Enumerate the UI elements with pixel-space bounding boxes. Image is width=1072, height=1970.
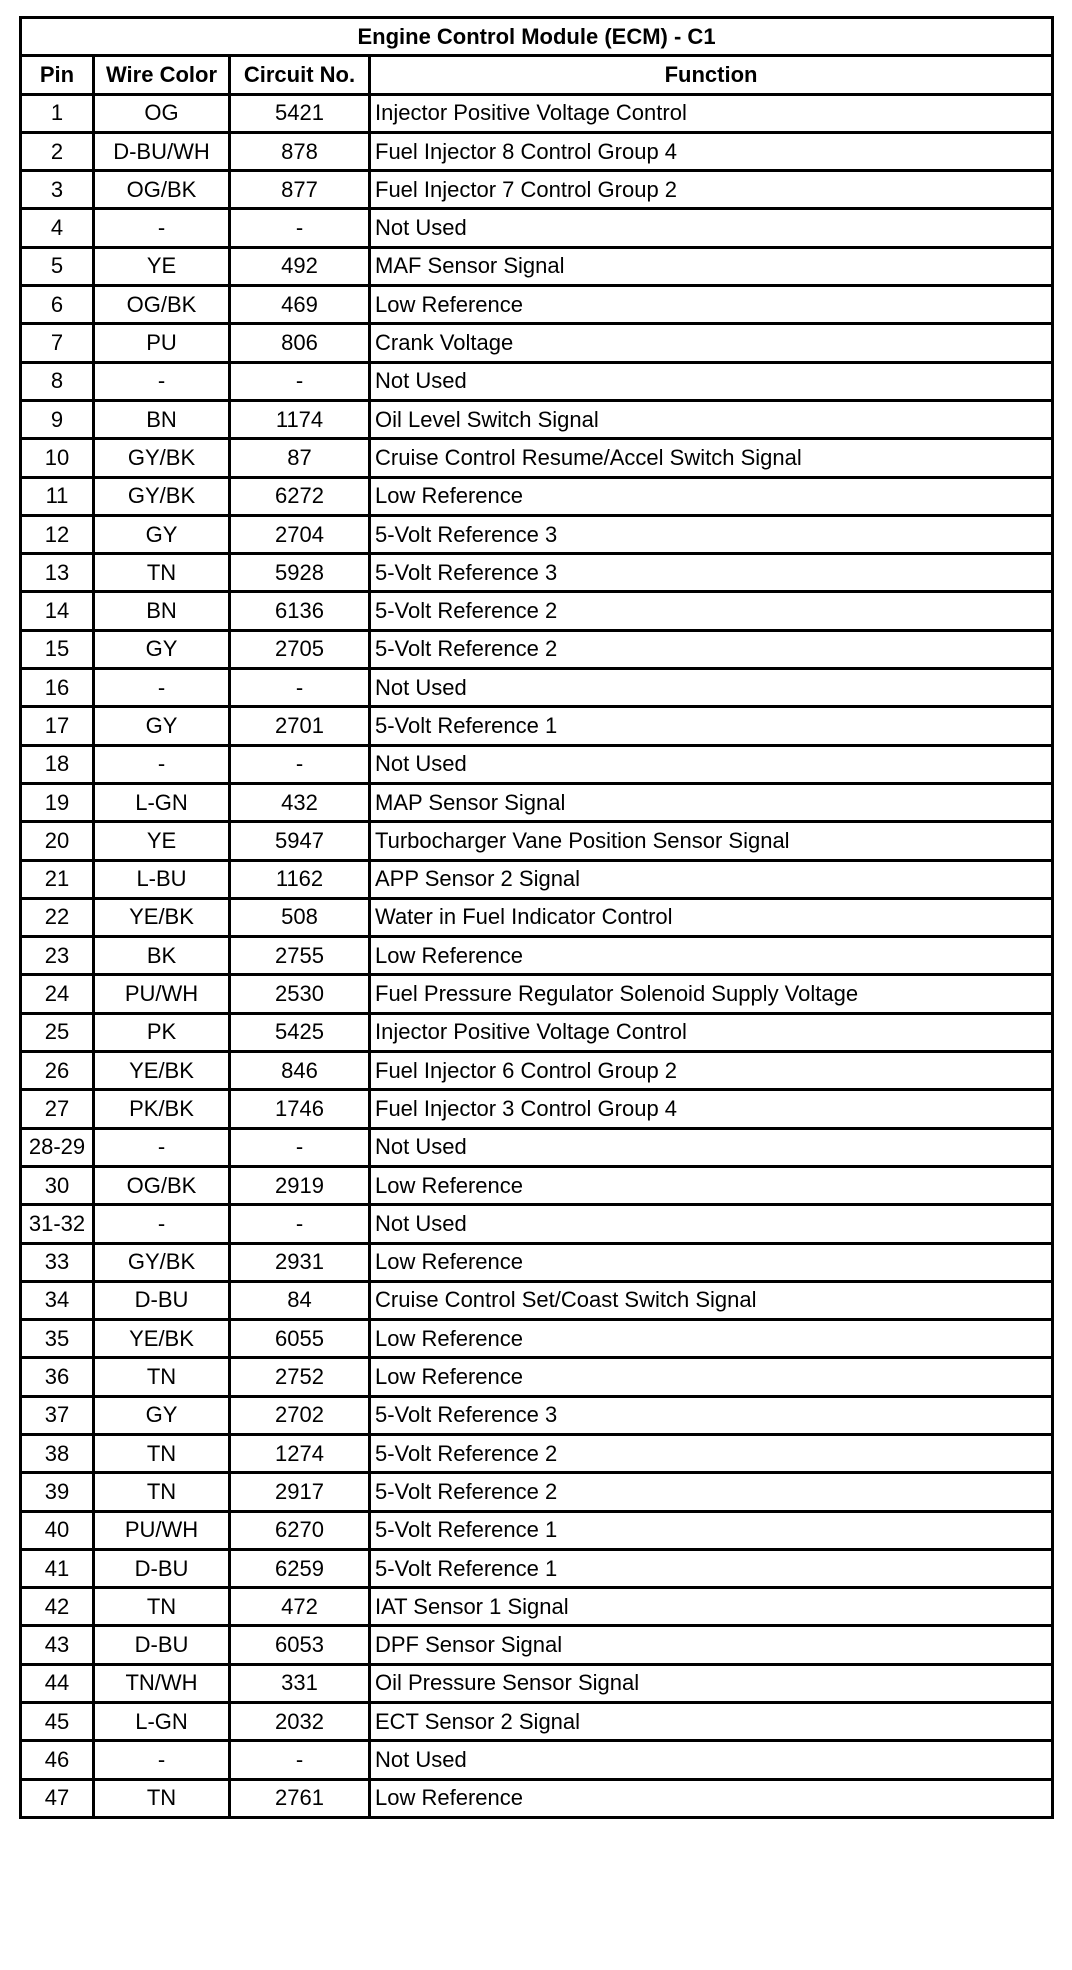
table-row (21, 1243, 1053, 1281)
title-row (21, 18, 1053, 56)
pin-cell: 36 (21, 1358, 94, 1396)
wire-color-cell: GY (94, 707, 230, 745)
table-row (21, 1052, 1053, 1090)
circuit-no-cell: 2755 (230, 937, 370, 975)
function-cell: 5-Volt Reference 1 (370, 707, 1053, 745)
table-row (21, 171, 1053, 209)
wire-color-cell: PU/WH (94, 1511, 230, 1549)
circuit-no-cell: 5947 (230, 822, 370, 860)
circuit-no-cell: 469 (230, 286, 370, 324)
circuit-no-cell: 2702 (230, 1396, 370, 1434)
wire-color-cell: GY (94, 630, 230, 668)
circuit-no-cell: - (230, 1741, 370, 1779)
function-cell: Not Used (370, 1128, 1053, 1166)
function-cell: Not Used (370, 1741, 1053, 1779)
pin-cell: 31-32 (21, 1205, 94, 1243)
table-row (21, 1396, 1053, 1434)
wire-color-cell: - (94, 1205, 230, 1243)
pin-cell: 45 (21, 1703, 94, 1741)
circuit-no-cell: 2761 (230, 1779, 370, 1817)
pin-cell: 11 (21, 477, 94, 515)
function-cell: Water in Fuel Indicator Control (370, 898, 1053, 936)
pin-cell: 14 (21, 592, 94, 630)
function-cell: Low Reference (370, 1779, 1053, 1817)
wire-color-cell: - (94, 209, 230, 247)
pin-cell: 28-29 (21, 1128, 94, 1166)
circuit-no-cell: 2752 (230, 1358, 370, 1396)
table-row (21, 860, 1053, 898)
circuit-no-cell: 5421 (230, 94, 370, 132)
function-cell: 5-Volt Reference 1 (370, 1549, 1053, 1587)
pin-cell: 46 (21, 1741, 94, 1779)
table-row (21, 1090, 1053, 1128)
table-row (21, 400, 1053, 438)
circuit-no-cell: 5928 (230, 554, 370, 592)
header-pin: Pin (21, 56, 94, 94)
pin-cell: 22 (21, 898, 94, 936)
circuit-no-cell: 2704 (230, 515, 370, 553)
table-row (21, 1473, 1053, 1511)
circuit-no-cell: 331 (230, 1664, 370, 1702)
wire-color-cell: YE (94, 822, 230, 860)
table-row (21, 515, 1053, 553)
function-cell: Not Used (370, 1205, 1053, 1243)
wire-color-cell: PU (94, 324, 230, 362)
table-row (21, 1511, 1053, 1549)
circuit-no-cell: 2705 (230, 630, 370, 668)
pin-cell: 20 (21, 822, 94, 860)
table-row (21, 1013, 1053, 1051)
table-row (21, 1128, 1053, 1166)
header-row (21, 56, 1053, 94)
circuit-no-cell: 6136 (230, 592, 370, 630)
header-function: Function (370, 56, 1053, 94)
circuit-no-cell: 6272 (230, 477, 370, 515)
wire-color-cell: TN (94, 1779, 230, 1817)
wire-color-cell: PK/BK (94, 1090, 230, 1128)
function-cell: Low Reference (370, 1243, 1053, 1281)
wire-color-cell: - (94, 1741, 230, 1779)
circuit-no-cell: 1746 (230, 1090, 370, 1128)
circuit-no-cell: 87 (230, 439, 370, 477)
circuit-no-cell: - (230, 1128, 370, 1166)
function-cell: 5-Volt Reference 3 (370, 515, 1053, 553)
header-wire-color: Wire Color (94, 56, 230, 94)
circuit-no-cell: - (230, 669, 370, 707)
circuit-no-cell: 2931 (230, 1243, 370, 1281)
table-row (21, 477, 1053, 515)
table-row (21, 1626, 1053, 1664)
function-cell: IAT Sensor 1 Signal (370, 1588, 1053, 1626)
wire-color-cell: - (94, 1128, 230, 1166)
circuit-no-cell: 878 (230, 132, 370, 170)
function-cell: 5-Volt Reference 2 (370, 592, 1053, 630)
circuit-no-cell: 6259 (230, 1549, 370, 1587)
pin-cell: 16 (21, 669, 94, 707)
wire-color-cell: TN (94, 1473, 230, 1511)
pin-cell: 37 (21, 1396, 94, 1434)
function-cell: Oil Pressure Sensor Signal (370, 1664, 1053, 1702)
function-cell: Not Used (370, 362, 1053, 400)
function-cell: Low Reference (370, 937, 1053, 975)
table-row (21, 286, 1053, 324)
table-row (21, 1205, 1053, 1243)
pin-cell: 43 (21, 1626, 94, 1664)
connector-pinout-table (19, 16, 1054, 1819)
pin-cell: 18 (21, 745, 94, 783)
table-row (21, 1703, 1053, 1741)
wire-color-cell: L-GN (94, 1703, 230, 1741)
wire-color-cell: OG/BK (94, 171, 230, 209)
circuit-no-cell: 492 (230, 247, 370, 285)
table-row (21, 630, 1053, 668)
circuit-no-cell: 5425 (230, 1013, 370, 1051)
pin-cell: 15 (21, 630, 94, 668)
wire-color-cell: PU/WH (94, 975, 230, 1013)
pin-cell: 13 (21, 554, 94, 592)
pin-cell: 6 (21, 286, 94, 324)
pin-cell: 2 (21, 132, 94, 170)
pin-cell: 4 (21, 209, 94, 247)
circuit-no-cell: 84 (230, 1281, 370, 1319)
function-cell: 5-Volt Reference 3 (370, 1396, 1053, 1434)
function-cell: 5-Volt Reference 2 (370, 1473, 1053, 1511)
circuit-no-cell: 472 (230, 1588, 370, 1626)
wire-color-cell: D-BU (94, 1549, 230, 1587)
function-cell: 5-Volt Reference 2 (370, 630, 1053, 668)
function-cell: Turbocharger Vane Position Sensor Signal (370, 822, 1053, 860)
pin-cell: 24 (21, 975, 94, 1013)
function-cell: Low Reference (370, 1320, 1053, 1358)
table-row (21, 1664, 1053, 1702)
table-row (21, 209, 1053, 247)
table-row (21, 669, 1053, 707)
wire-color-cell: YE/BK (94, 1320, 230, 1358)
function-cell: Low Reference (370, 1166, 1053, 1204)
pin-cell: 35 (21, 1320, 94, 1358)
pin-cell: 30 (21, 1166, 94, 1204)
table-row (21, 324, 1053, 362)
function-cell: Fuel Injector 8 Control Group 4 (370, 132, 1053, 170)
table-row (21, 132, 1053, 170)
function-cell: 5-Volt Reference 3 (370, 554, 1053, 592)
circuit-no-cell: 2917 (230, 1473, 370, 1511)
pin-cell: 1 (21, 94, 94, 132)
circuit-no-cell: 6053 (230, 1626, 370, 1664)
circuit-no-cell: 2032 (230, 1703, 370, 1741)
pin-cell: 41 (21, 1549, 94, 1587)
wire-color-cell: TN (94, 1358, 230, 1396)
pin-cell: 38 (21, 1434, 94, 1472)
table-row (21, 1549, 1053, 1587)
function-cell: Not Used (370, 669, 1053, 707)
table-row (21, 1588, 1053, 1626)
table-row (21, 362, 1053, 400)
table-row (21, 745, 1053, 783)
header-circuit-no: Circuit No. (230, 56, 370, 94)
table-row (21, 554, 1053, 592)
function-cell: Oil Level Switch Signal (370, 400, 1053, 438)
table-row (21, 1281, 1053, 1319)
pin-cell: 17 (21, 707, 94, 745)
wire-color-cell: BK (94, 937, 230, 975)
pin-cell: 19 (21, 783, 94, 821)
circuit-no-cell: 2701 (230, 707, 370, 745)
pin-cell: 27 (21, 1090, 94, 1128)
table-row (21, 937, 1053, 975)
wire-color-cell: D-BU/WH (94, 132, 230, 170)
wire-color-cell: YE/BK (94, 1052, 230, 1090)
wire-color-cell: TN (94, 1434, 230, 1472)
pin-cell: 8 (21, 362, 94, 400)
wire-color-cell: YE/BK (94, 898, 230, 936)
pin-cell: 34 (21, 1281, 94, 1319)
wire-color-cell: BN (94, 400, 230, 438)
circuit-no-cell: 432 (230, 783, 370, 821)
function-cell: Fuel Injector 3 Control Group 4 (370, 1090, 1053, 1128)
table-row (21, 707, 1053, 745)
function-cell: Not Used (370, 209, 1053, 247)
circuit-no-cell: - (230, 745, 370, 783)
table-row (21, 1741, 1053, 1779)
circuit-no-cell: 1174 (230, 400, 370, 438)
table-title: Engine Control Module (ECM) - C1 (21, 18, 1053, 56)
circuit-no-cell: - (230, 1205, 370, 1243)
table-row (21, 822, 1053, 860)
pin-cell: 9 (21, 400, 94, 438)
table-row (21, 94, 1053, 132)
function-cell: Low Reference (370, 477, 1053, 515)
circuit-no-cell: 6270 (230, 1511, 370, 1549)
pin-cell: 7 (21, 324, 94, 362)
pin-cell: 21 (21, 860, 94, 898)
wire-color-cell: - (94, 745, 230, 783)
pin-cell: 40 (21, 1511, 94, 1549)
table-row (21, 783, 1053, 821)
wire-color-cell: - (94, 669, 230, 707)
wire-color-cell: PK (94, 1013, 230, 1051)
wire-color-cell: L-GN (94, 783, 230, 821)
table-row (21, 1358, 1053, 1396)
wire-color-cell: GY/BK (94, 1243, 230, 1281)
function-cell: Crank Voltage (370, 324, 1053, 362)
table-row (21, 1434, 1053, 1472)
function-cell: Cruise Control Resume/Accel Switch Signal (370, 439, 1053, 477)
wire-color-cell: GY/BK (94, 439, 230, 477)
pin-cell: 42 (21, 1588, 94, 1626)
function-cell: DPF Sensor Signal (370, 1626, 1053, 1664)
pin-cell: 12 (21, 515, 94, 553)
function-cell: MAF Sensor Signal (370, 247, 1053, 285)
function-cell: Injector Positive Voltage Control (370, 94, 1053, 132)
wire-color-cell: BN (94, 592, 230, 630)
pin-cell: 26 (21, 1052, 94, 1090)
function-cell: Fuel Injector 6 Control Group 2 (370, 1052, 1053, 1090)
pin-cell: 33 (21, 1243, 94, 1281)
wire-color-cell: TN (94, 1588, 230, 1626)
wire-color-cell: - (94, 362, 230, 400)
function-cell: ECT Sensor 2 Signal (370, 1703, 1053, 1741)
function-cell: 5-Volt Reference 1 (370, 1511, 1053, 1549)
table-row (21, 1166, 1053, 1204)
circuit-no-cell: 6055 (230, 1320, 370, 1358)
circuit-no-cell: 2919 (230, 1166, 370, 1204)
circuit-no-cell: 846 (230, 1052, 370, 1090)
function-cell: 5-Volt Reference 2 (370, 1434, 1053, 1472)
pin-cell: 23 (21, 937, 94, 975)
function-cell: Fuel Injector 7 Control Group 2 (370, 171, 1053, 209)
wire-color-cell: OG/BK (94, 286, 230, 324)
wire-color-cell: D-BU (94, 1626, 230, 1664)
circuit-no-cell: - (230, 362, 370, 400)
pin-cell: 39 (21, 1473, 94, 1511)
wire-color-cell: D-BU (94, 1281, 230, 1319)
function-cell: Not Used (370, 745, 1053, 783)
table-row (21, 898, 1053, 936)
function-cell: MAP Sensor Signal (370, 783, 1053, 821)
pin-cell: 10 (21, 439, 94, 477)
wire-color-cell: L-BU (94, 860, 230, 898)
wire-color-cell: YE (94, 247, 230, 285)
table-row (21, 439, 1053, 477)
table-row (21, 1320, 1053, 1358)
wire-color-cell: TN (94, 554, 230, 592)
pin-cell: 44 (21, 1664, 94, 1702)
pin-cell: 25 (21, 1013, 94, 1051)
function-cell: Low Reference (370, 286, 1053, 324)
circuit-no-cell: 877 (230, 171, 370, 209)
circuit-no-cell: 2530 (230, 975, 370, 1013)
function-cell: Injector Positive Voltage Control (370, 1013, 1053, 1051)
circuit-no-cell: 508 (230, 898, 370, 936)
table-row (21, 592, 1053, 630)
wire-color-cell: OG/BK (94, 1166, 230, 1204)
function-cell: Low Reference (370, 1358, 1053, 1396)
wire-color-cell: GY (94, 1396, 230, 1434)
function-cell: Fuel Pressure Regulator Solenoid Supply Voltage (370, 975, 1053, 1013)
wire-color-cell: GY/BK (94, 477, 230, 515)
table-body (21, 94, 1053, 1817)
table-row (21, 247, 1053, 285)
circuit-no-cell: 1162 (230, 860, 370, 898)
function-cell: APP Sensor 2 Signal (370, 860, 1053, 898)
circuit-no-cell: - (230, 209, 370, 247)
table-row (21, 975, 1053, 1013)
pin-cell: 3 (21, 171, 94, 209)
wire-color-cell: TN/WH (94, 1664, 230, 1702)
circuit-no-cell: 806 (230, 324, 370, 362)
circuit-no-cell: 1274 (230, 1434, 370, 1472)
wire-color-cell: OG (94, 94, 230, 132)
wire-color-cell: GY (94, 515, 230, 553)
table-row (21, 1779, 1053, 1817)
pin-cell: 5 (21, 247, 94, 285)
function-cell: Cruise Control Set/Coast Switch Signal (370, 1281, 1053, 1319)
pin-cell: 47 (21, 1779, 94, 1817)
